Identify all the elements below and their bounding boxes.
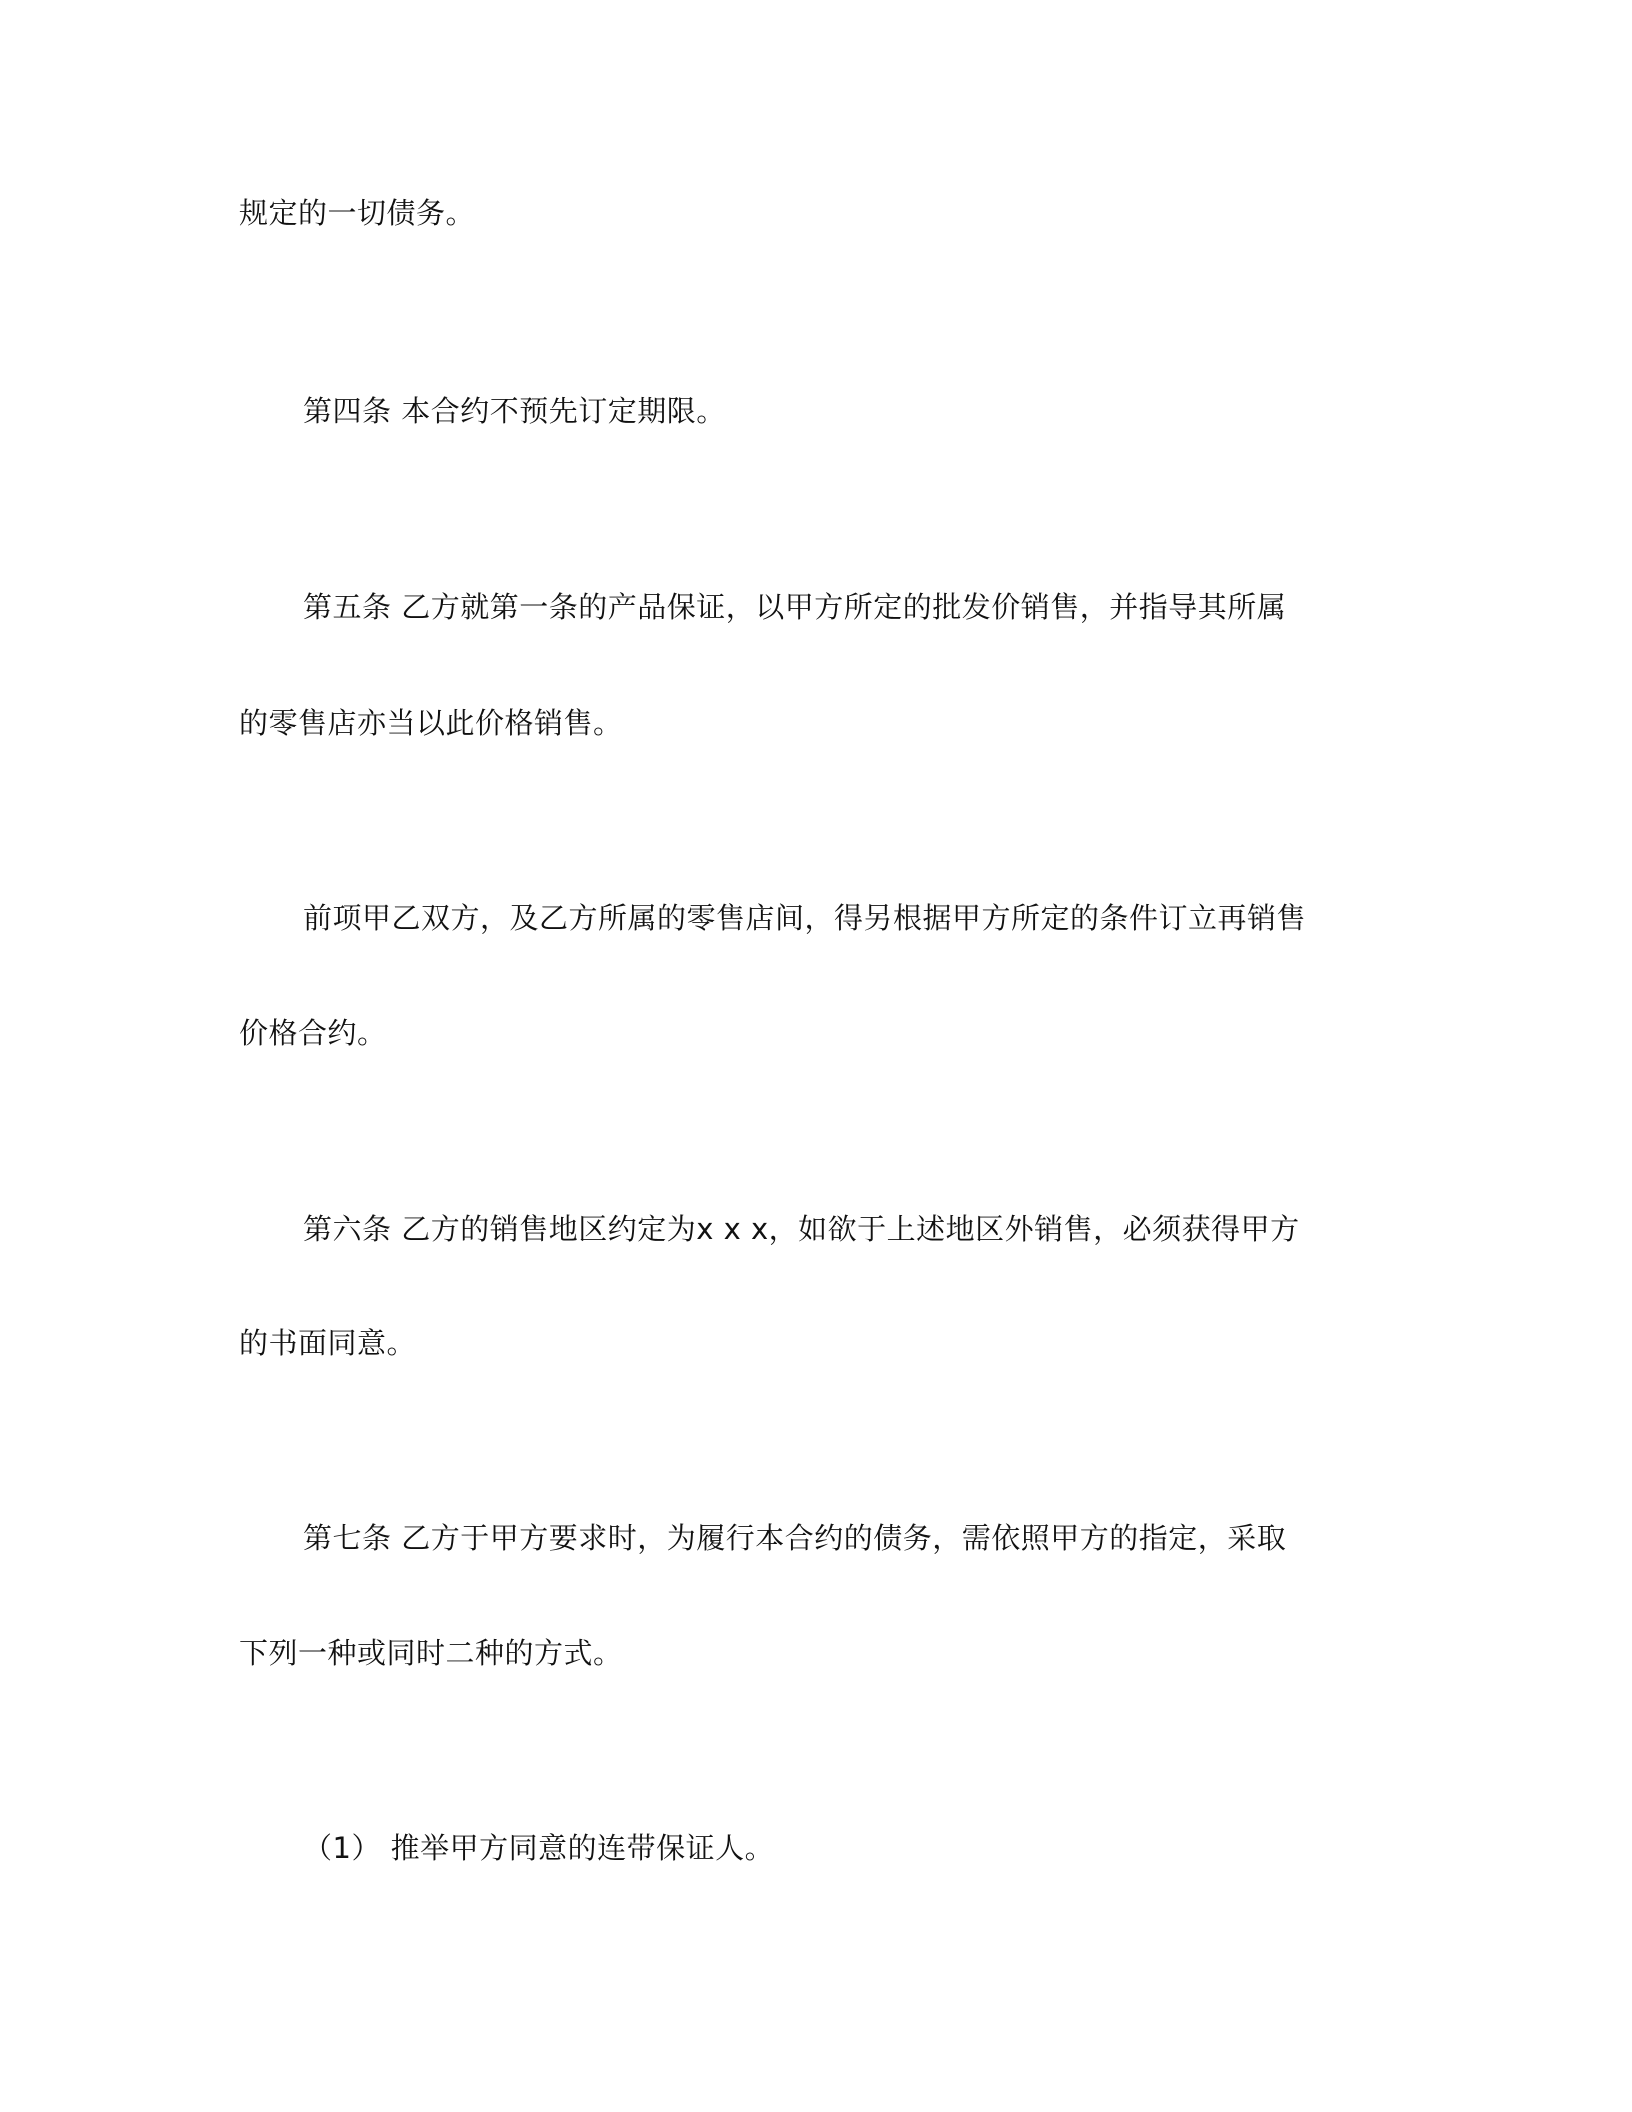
paragraph: 前项甲乙双方，及乙方所属的零售店间，得另根据甲方所定的条件订立再销售 [303,901,1307,935]
text-line: 的书面同意。 [239,1326,417,1360]
article-5: 第五条 乙方就第一条的产品保证，以甲方所定的批发价销售，并指导其所属 [303,590,1287,624]
article-4: 第四条 本合约不预先订定期限。 [303,394,726,428]
list-item: （1） 推举甲方同意的连带保证人。 [303,1831,775,1865]
text-line: 价格合约。 [239,1016,387,1050]
article-6: 第六条 乙方的销售地区约定为x x x，如欲于上述地区外销售，必须获得甲方 [303,1212,1300,1246]
text-line: 下列一种或同时二种的方式。 [239,1636,623,1670]
text-line: 规定的一切债务。 [239,196,476,230]
article-7: 第七条 乙方于甲方要求时，为履行本合约的债务，需依照甲方的指定，采取 [303,1521,1287,1555]
text-line: 的零售店亦当以此价格销售。 [239,706,623,740]
